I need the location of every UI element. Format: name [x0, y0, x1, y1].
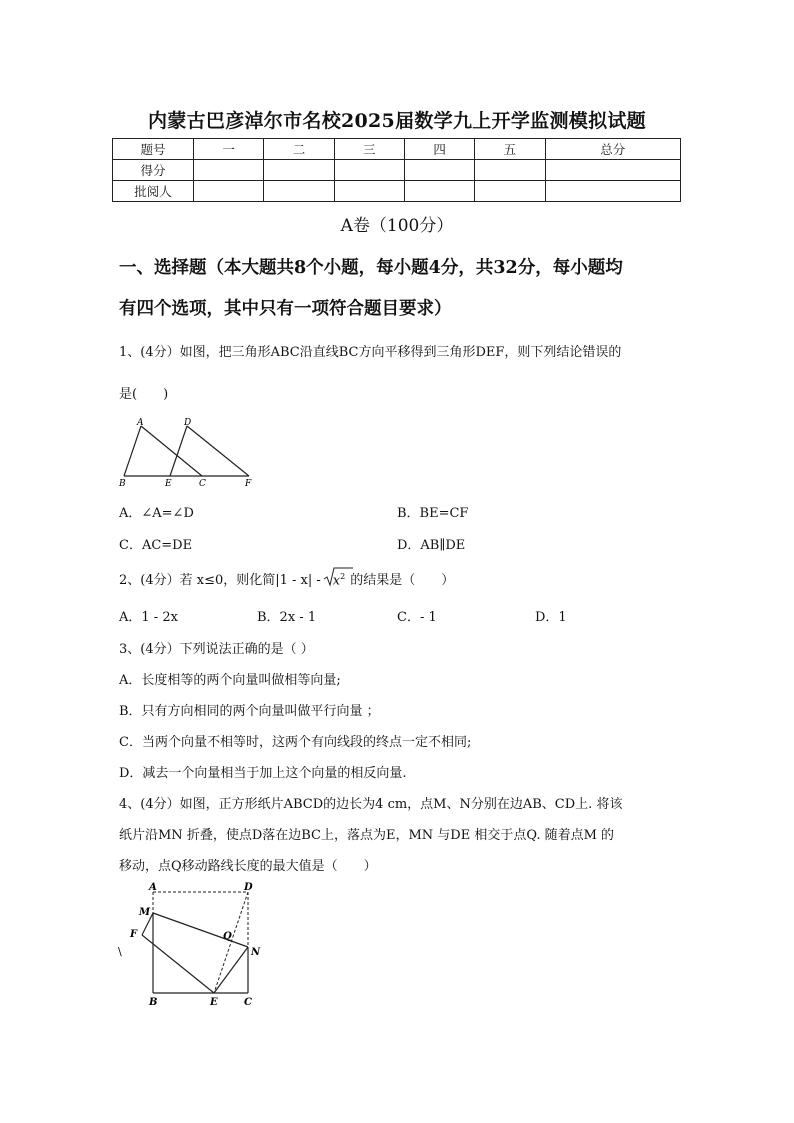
q2-stem — [119, 569, 454, 588]
q4-stem-line2: 纸片沿MN 折叠，使点D落在边BC上，落点为E，MN 与DE 相交于点Q. 随着点M 的 — [119, 828, 615, 843]
score-row — [113, 160, 681, 181]
section-a-title: A卷（100分） — [340, 216, 454, 236]
label-b: B — [119, 479, 126, 488]
part1-heading-line1: 一、选择题（本大题共8个小题，每小题4分，共32分，每小题均 — [119, 258, 623, 278]
label-d: D — [184, 418, 192, 428]
q2-option-d: D．1 — [535, 610, 567, 625]
label-c: C — [244, 997, 252, 1008]
empty-cell — [264, 160, 334, 181]
empty-cell — [194, 181, 264, 202]
q1-figure — [114, 414, 259, 488]
q3-option-b: B．只有方向相同的两个向量叫做平行向量 ； — [119, 704, 380, 719]
label-q: Q — [223, 931, 232, 942]
q1-option-b: B．BE=CF — [397, 506, 469, 521]
table-cell: 总分 — [545, 139, 680, 160]
label-a: A — [137, 418, 144, 428]
q3-option-d: D．减去一个向量相当于加上这个向量的相反向量. — [119, 766, 407, 781]
label-e: E — [165, 479, 172, 488]
label-f: F — [245, 479, 252, 488]
empty-cell — [475, 160, 545, 181]
empty-cell — [334, 160, 404, 181]
empty-cell — [545, 181, 680, 202]
table-cell: 一 — [194, 139, 264, 160]
q2-option-a: A．1 - 2x — [119, 610, 178, 625]
label-n: N — [251, 947, 261, 958]
label-c: C — [199, 479, 206, 488]
table-cell: 题号 — [113, 139, 194, 160]
reviewer-row — [113, 181, 681, 202]
dashed-de — [214, 892, 248, 993]
table-cell: 得分 — [113, 160, 194, 181]
q3-option-c: C．当两个向量不相等时，这两个有向线段的终点一定不相同; — [119, 735, 472, 750]
label-e: E — [210, 997, 218, 1008]
part1-heading-line2: 有四个选项，其中只有一项符合题目要求） — [119, 299, 452, 319]
score-table — [112, 138, 681, 202]
q1-option-a: A．∠A=∠D — [119, 506, 194, 521]
table-cell: 五 — [475, 139, 545, 160]
radical-base: x — [332, 573, 341, 588]
table-cell: 批阅人 — [113, 181, 194, 202]
empty-cell — [194, 160, 264, 181]
q1-option-d: D．AB∥DE — [397, 538, 466, 553]
q2-stem-part-a: 2、(4分）若 x≤0，则化简|1 - x| - — [119, 573, 321, 588]
label-a: A — [149, 882, 157, 893]
radical-sign-icon — [323, 566, 353, 588]
score-table-header-row — [113, 139, 681, 160]
q1-stem-line1: 1、(4分）如图，把三角形ABC沿直线BC方向平移得到三角形DEF，则下列结论错误的 — [119, 345, 622, 360]
q2-radical — [325, 572, 345, 588]
q1-stem-line2: 是( ) — [119, 387, 169, 402]
q3-stem: 3、(4分）下列说法正确的是（ ） — [119, 642, 314, 657]
fold-line-mn — [153, 913, 248, 947]
empty-cell — [404, 160, 474, 181]
label-m: M — [139, 907, 151, 918]
exam-title: 内蒙古巴彦淖尔市名校2025届数学九上开学监测模拟试题 — [148, 110, 646, 132]
stray-mark: \ — [118, 945, 122, 958]
label-d: D — [244, 882, 253, 893]
q1-option-c: C．AC=DE — [119, 538, 193, 553]
q3-option-a: A．长度相等的两个向量叫做相等向量; — [119, 673, 341, 688]
label-b: B — [149, 997, 158, 1008]
radical-exponent: 2 — [340, 571, 346, 581]
q4-stem-line1: 4、(4分）如图，正方形纸片ABCD的边长为4 cm，点M、N分别在边AB、CD上. 将该 — [119, 797, 623, 812]
segment-df — [187, 426, 249, 476]
empty-cell — [334, 181, 404, 202]
table-cell: 三 — [334, 139, 404, 160]
table-cell: 四 — [404, 139, 474, 160]
segment-ab — [124, 426, 141, 476]
empty-cell — [404, 181, 474, 202]
q2-stem-part-b: 的结果是（ ） — [350, 573, 455, 588]
q4-figure — [112, 880, 272, 1010]
segment-en — [214, 947, 248, 993]
segment-de — [170, 426, 187, 476]
empty-cell — [545, 160, 680, 181]
segment-ac — [141, 426, 202, 476]
empty-cell — [475, 181, 545, 202]
table-cell: 二 — [264, 139, 334, 160]
q2-option-c: C．- 1 — [397, 610, 437, 625]
empty-cell — [264, 181, 334, 202]
q4-stem-line3: 移动，点Q移动路线长度的最大值是（ ） — [119, 859, 377, 874]
label-f: F — [130, 929, 138, 940]
q2-option-b: B．2x - 1 — [257, 610, 317, 625]
